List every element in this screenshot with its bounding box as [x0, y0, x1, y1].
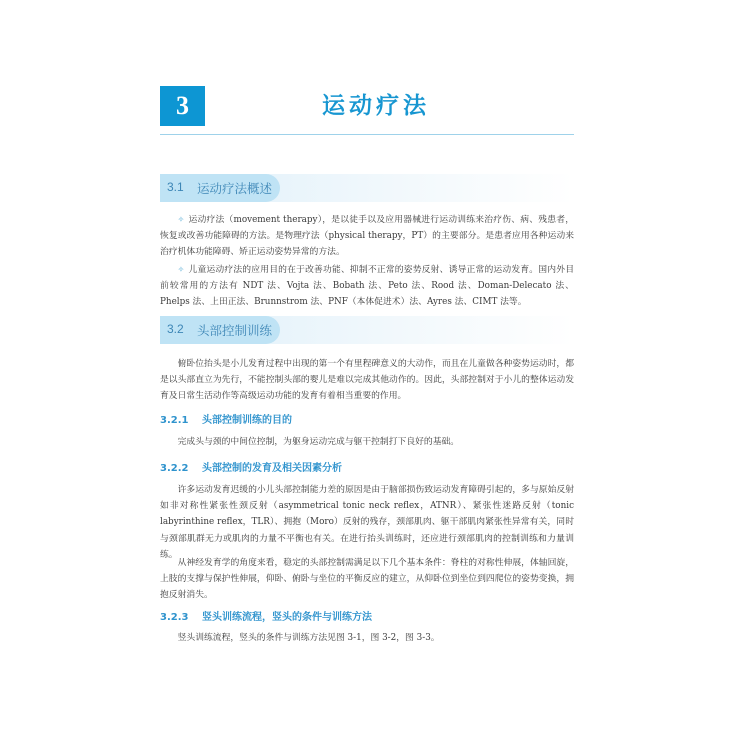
subsection-3-2-2-paragraph-2: 从神经发育学的角度来看，稳定的头部控制需满足以下几个基本条件：脊柱的对称性伸展，体轴回旋，上肢的支撑与保护性伸展，仰卧、俯卧与坐位的平衡反应的建立，从仰卧位到坐位到四爬位的姿势变换，拥抱反射消失。: [160, 558, 574, 601]
overview-bullet-1: [160, 212, 574, 261]
subsection-3-2-1-text: 完成头与颈的中间位控制，为躯身运动完成与躯干控制打下良好的基础。: [177, 437, 460, 447]
section-title: 运动疗法概述: [197, 181, 273, 196]
head-control-intro: 俯卧位抬头是小儿发育过程中出现的第一个有里程碑意义的大动作，而且在儿童做各种姿势运动时，都是以头部直立为先行，不能控制头部的婴儿是难以完成其他动作的。因此，头部控制对于小儿的整体运动发育及日常生活动作等高级运动功能的发育有着相当重要的作用。: [160, 359, 574, 402]
chapter-divider: [160, 134, 574, 135]
section-header-3-2: [160, 316, 574, 344]
subsection-3-2-3-text: 竖头训练流程，竖头的条件与训练方法见图 3-1，图 3-2，图 3-3。: [177, 633, 440, 643]
subsection-number: 3.2.1: [160, 415, 189, 426]
subsection-number: 3.2.3: [160, 612, 189, 623]
subsection-heading-3-2-2: [160, 462, 342, 476]
overview-bullet-1-text: 运动疗法（movement therapy），是以徒手以及应用器械进行运动训练来治疗伤、病、残患者，恢复或改善功能障碍的方法。是物理疗法（physical therapy，PT）的主要部分。是患者应用各种运动来治疗机体功能障碍、矫正运动姿势异常的方法。: [160, 215, 574, 258]
section-number: 3.1: [167, 180, 184, 194]
section-title: 头部控制训练: [197, 323, 273, 338]
subsection-title: 头部控制训练的目的: [202, 415, 292, 426]
chapter-title: 运动疗法: [322, 93, 430, 119]
subsection-3-2-2-paragraph-1: 许多运动发育迟缓的小儿头部控制能力差的原因是由于脑部损伤致运动发育障碍引起的，多与原始反射如非对称性紧张性颈反射（asymmetrical tonic neck reflex，ATNR）、紧张性迷路反射（tonic labyrinthine reflex，TLR）、拥抱（Moro）反射的残存，颈部肌肉、躯干部肌肉紧张性异常有关，同时与颈部肌群无力或肌肉的力量不平衡也有关。在进行抬头训练时，还应进行颈部肌肉的控制训练和力量训练。: [160, 485, 574, 560]
diamond-bullet-icon: ✧: [177, 215, 185, 224]
subsection-heading-3-2-1: [160, 414, 292, 428]
section-number: 3.2: [167, 322, 184, 336]
overview-bullet-2: [160, 262, 574, 311]
section-header-3-1: [160, 174, 574, 202]
chapter-number: 3: [176, 91, 189, 120]
subsection-number: 3.2.2: [160, 463, 189, 474]
diamond-bullet-icon: ✧: [177, 265, 185, 274]
subsection-heading-3-2-3: [160, 611, 372, 625]
subsection-title: 竖头训练流程，竖头的条件与训练方法: [202, 612, 372, 623]
subsection-title: 头部控制的发育及相关因素分析: [202, 463, 342, 474]
overview-bullet-2-text: 儿童运动疗法的应用目的在于改善功能、抑制不正常的姿势反射、诱导正常的运动发育。国内外目前较常用的方法有 NDT 法、Vojta 法、Bobath 法、Peto 法、Rood 法、Doman-Delecato 法、Phelps 法、上田正法、Brunnstrom 法、PNF（本体促进术）法、Ayres 法、CIMT 法等。: [160, 265, 574, 308]
chapter-number-box: [160, 86, 205, 126]
